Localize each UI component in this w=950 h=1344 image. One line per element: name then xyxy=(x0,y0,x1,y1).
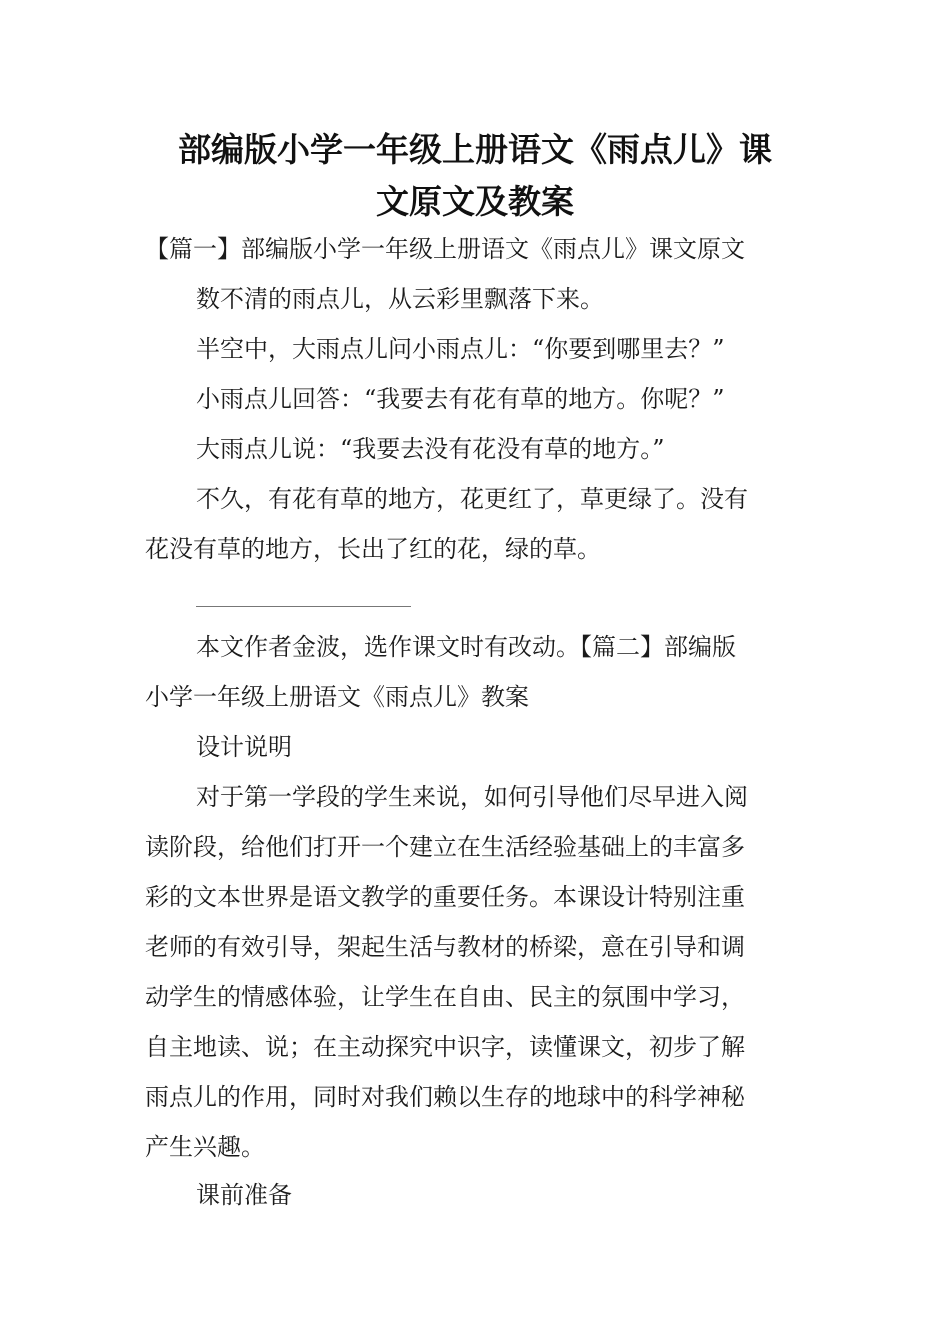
paragraph-line: 产生兴趣。 xyxy=(145,1133,265,1161)
design-heading: 设计说明 xyxy=(196,733,292,761)
paragraph-line: 读阶段，给他们打开一个建立在生活经验基础上的丰富多 xyxy=(145,833,745,861)
paragraph-line: 老师的有效引导，架起生活与教材的桥梁，意在引导和调 xyxy=(145,933,745,961)
footnote-line: 本文作者金波，选作课文时有改动。【篇二】部编版 xyxy=(196,633,736,661)
paragraph-line: 自主地读、说；在主动探究中识字，读懂课文，初步了解 xyxy=(145,1033,745,1061)
text-line: 半空中，大雨点儿问小雨点儿：“你要到哪里去？” xyxy=(196,335,725,363)
text-line: 小雨点儿回答：“我要去有花有草的地方。你呢？” xyxy=(196,385,725,413)
footnote-line: 小学一年级上册语文《雨点儿》教案 xyxy=(145,683,529,711)
section-one-heading: 【篇一】部编版小学一年级上册语文《雨点儿》课文原文 xyxy=(145,235,745,263)
text-line: 不久，有花有草的地方，花更红了，草更绿了。没有 xyxy=(196,485,748,513)
paragraph-line: 彩的文本世界是语文教学的重要任务。本课设计特别注重 xyxy=(145,883,745,911)
paragraph-line: 对于第一学段的学生来说，如何引导他们尽早进入阅 xyxy=(196,783,748,811)
document-title-line-2: 文原文及教案 xyxy=(376,182,574,221)
paragraph-line: 动学生的情感体验，让学生在自由、民主的氛围中学习， xyxy=(145,983,745,1011)
prep-heading: 课前准备 xyxy=(196,1181,292,1209)
paragraph-line: 雨点儿的作用，同时对我们赖以生存的地球中的科学神秘 xyxy=(145,1083,745,1111)
footnote-divider xyxy=(196,606,411,607)
text-line: 花没有草的地方，长出了红的花，绿的草。 xyxy=(145,535,601,563)
document-title-line-1: 部编版小学一年级上册语文《雨点儿》课 xyxy=(178,130,772,169)
text-line: 数不清的雨点儿，从云彩里飘落下来。 xyxy=(196,285,604,313)
text-line: 大雨点儿说：“我要去没有花没有草的地方。” xyxy=(196,435,665,463)
